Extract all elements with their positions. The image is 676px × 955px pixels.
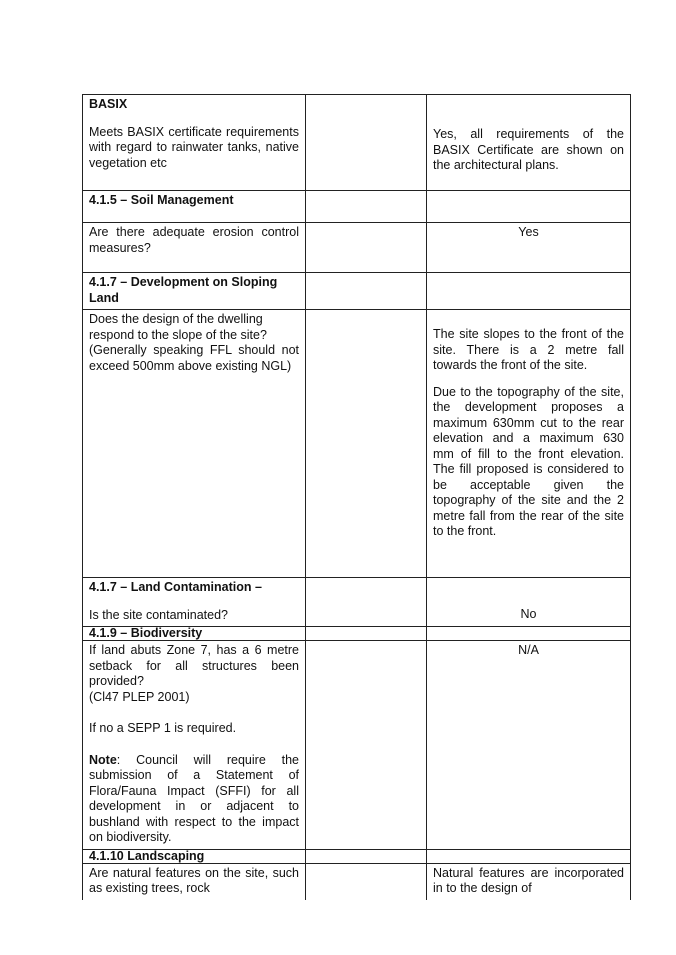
- empty-cell: [427, 191, 631, 223]
- criteria-text: If no a SEPP 1 is required.: [89, 721, 237, 735]
- section-heading-cell: [83, 273, 306, 310]
- table-row: [83, 95, 631, 191]
- response-cell: [427, 578, 631, 627]
- compliance-table: [82, 94, 631, 900]
- response-text: No: [520, 607, 537, 621]
- section-heading-cell: [83, 849, 306, 863]
- empty-cell: [306, 641, 427, 850]
- criteria-text: If land abuts Zone 7, has a 6 metre setback for all structures been provided?: [89, 643, 299, 688]
- empty-cell: [306, 627, 427, 641]
- section-heading: 4.1.10 Landscaping: [89, 848, 205, 863]
- empty-cell: [427, 273, 631, 310]
- contamination-cell: [83, 578, 306, 627]
- criteria-text: Does the design of the dwelling respond to the slope of the site?: [89, 312, 267, 342]
- response-text: Yes, all requirements of the BASIX Certificate are shown on the architectural plans.: [433, 127, 624, 172]
- response-text: The site slopes to the front of the site. There is a 2 metre fall towards the front of the site.: [433, 327, 624, 372]
- criteria-cell: [83, 310, 306, 578]
- response-cell: [427, 641, 631, 850]
- criteria-cell: [83, 641, 306, 850]
- table-row: [83, 191, 631, 223]
- table-row: [83, 863, 631, 900]
- criteria-reference: (Cl47 PLEP 2001): [89, 689, 190, 704]
- table-row: [83, 627, 631, 641]
- table-row: [83, 273, 631, 310]
- table-row: [83, 849, 631, 863]
- response-text: N/A: [518, 643, 539, 657]
- basix-cell: [83, 95, 306, 191]
- empty-cell: [306, 191, 427, 223]
- response-text: Natural features are incorporated in to the design of: [433, 865, 624, 895]
- section-heading: 4.1.5 – Soil Management: [89, 193, 234, 207]
- note-text: : Council will require the submission of a Statement of Flora/Fauna Impact (SFFI) for all development in or adjacent to bushland with respect to the impact on biodiversity.: [89, 752, 299, 844]
- criteria-note: [89, 753, 299, 846]
- empty-cell: [306, 849, 427, 863]
- response-cell: [427, 95, 631, 191]
- criteria-text: Are there adequate erosion control measures?: [89, 225, 299, 255]
- section-heading-cell: [83, 191, 306, 223]
- section-heading: 4.1.7 – Development on Sloping Land: [89, 275, 278, 305]
- table-row: [83, 578, 631, 627]
- empty-cell: [306, 95, 427, 191]
- criteria-text: Is the site contaminated?: [89, 607, 228, 622]
- empty-cell: [306, 578, 427, 627]
- response-text: Yes: [518, 225, 539, 239]
- empty-cell: [427, 849, 631, 863]
- note-label: Note: [89, 752, 117, 767]
- criteria-text: Are natural features on the site, such as existing trees, rock: [89, 865, 299, 895]
- criteria-cell: [83, 863, 306, 900]
- empty-cell: [306, 223, 427, 273]
- empty-cell: [306, 863, 427, 900]
- table-row: [83, 223, 631, 273]
- criteria-text: Meets BASIX certificate requirements with regard to rainwater tanks, native vegetation etc: [89, 124, 299, 170]
- response-text: Due to the topography of the site, the development proposes a maximum 630mm cut to the rear elevation and a maximum 630 mm of fill to the front elevation. The fill proposed is considered to be acceptable given the topography of the site and the 2 metre fall from the rear of the site to the front.: [433, 384, 624, 538]
- response-cell: [427, 310, 631, 578]
- empty-cell: [427, 627, 631, 641]
- section-heading: 4.1.7 – Land Contamination –: [89, 580, 262, 594]
- section-heading: BASIX: [89, 97, 128, 111]
- section-heading-cell: [83, 627, 306, 641]
- empty-cell: [306, 310, 427, 578]
- table-row: [83, 641, 631, 850]
- table-row: [83, 310, 631, 578]
- empty-cell: [306, 273, 427, 310]
- response-cell: [427, 863, 631, 900]
- section-heading: 4.1.9 – Biodiversity: [89, 626, 203, 640]
- response-cell: [427, 223, 631, 273]
- criteria-cell: [83, 223, 306, 273]
- criteria-note: (Generally speaking FFL should not exceed 500mm above existing NGL): [89, 343, 299, 373]
